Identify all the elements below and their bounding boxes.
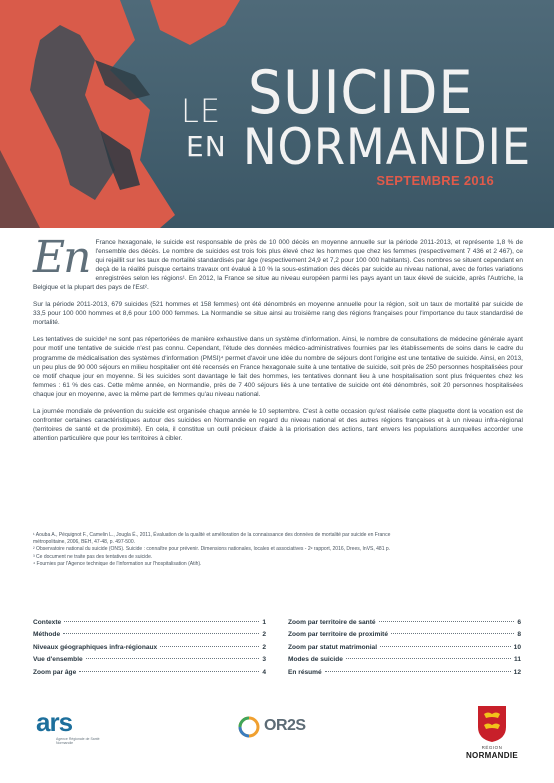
toc-item-en-resume[interactable] <box>288 667 521 679</box>
title-en: EN <box>186 130 227 163</box>
toc-item-niveaux[interactable] <box>33 642 266 654</box>
toc-item-territoire-sante[interactable] <box>288 617 521 629</box>
toc-label: Vue d'ensemble <box>33 656 83 664</box>
ars-logo <box>36 707 106 747</box>
toc-item-modes-suicide[interactable] <box>288 654 521 666</box>
footnote-4: ⁴ Fournies par l'Agence technique de l'information sur l'hospitalisation (Atih). <box>33 560 202 567</box>
toc-page: 3 <box>262 656 266 664</box>
toc-leader <box>64 621 259 622</box>
toc-label: Contexte <box>33 619 62 626</box>
footnote-1: ¹ Aouba A., Péquignot F., Camelin L., Jougla É., 2011, Évaluation de la qualité et amélioration de la connaissance des données de mortalité par suicide en France <box>33 532 391 538</box>
intro-text <box>33 232 523 451</box>
toc-label: Zoom par statut matrimonial <box>288 643 378 651</box>
toc-item-zoom-age[interactable] <box>33 667 266 679</box>
paragraph-3: Les tentatives de suicide³ ne sont pas répertoriées de manière exhaustive dans un système d'information. Ainsi, le nombre de consultations de médecine générale ayant pour motif une tentative de suicide n'est pas connu. Cependant, l'étude des données médico-administratives fournies par les établissements de soins dans le cadre du programme de médicalisation des systèmes d'information (PMSI)⁴ permet d'avoir une idée du nombre de séjours dont l'origine est une tentative de suicide. Ainsi, en 2013, un peu plus de 90 000 séjours en milieu hospitalier ont été recensés en France hexagonale suite à une tentative de suicide, soit près de 250 personnes hospitalisées pour ce motif chaque jour en moyenne. Si les suicides sont davantage le fait des hommes, les tentatives donnant lieu à une hospitalisation sont plus fréquentes chez les femmes : 61 % des cas. Cette même année, en Normandie, près de 7 400 séjours liés à une tentative de suicide ont été dénombrés, soit 20 personnes hospitalisées chaque jour en moyenne, avec la même part de femmes qu'au niveau national. <box>33 336 523 398</box>
toc-leader <box>346 658 511 659</box>
title-le: LE <box>181 92 222 130</box>
footnote-3: ³ Ce document ne traite pas des tentatives de suicide. <box>33 553 153 560</box>
toc-leader <box>63 633 259 634</box>
toc-label: En résumé <box>288 668 322 676</box>
cover-banner <box>0 0 554 228</box>
lions-shield-icon <box>477 705 507 743</box>
toc-item-statut-matrimonial[interactable] <box>288 642 521 654</box>
toc-page: 6 <box>517 619 521 626</box>
publication-date: SEPTEMBRE 2016 <box>376 173 494 188</box>
toc-leader <box>79 671 259 672</box>
toc-label: Zoom par territoire de proximité <box>288 631 389 639</box>
toc-leader <box>391 633 514 634</box>
footnote-2: ² Observatoire national du suicide (ONS). Suicide : connaître pour prévenir. Dimensions nationales, locales et associatives - 2ᵉ rapport, 2016, Drees, InVS, 481 p. <box>33 546 391 553</box>
toc-label: Modes de suicide <box>288 656 343 664</box>
toc-page: 11 <box>514 656 521 664</box>
or2s-emblem-icon <box>236 714 262 740</box>
toc-leader <box>160 646 259 647</box>
ars-logo-subtitle <box>56 737 106 745</box>
toc-leader <box>380 646 511 647</box>
toc-page: 2 <box>262 643 266 651</box>
table-of-contents-right <box>288 617 521 679</box>
region-name: NORMANDIE <box>465 751 519 760</box>
table-of-contents-left <box>33 617 266 679</box>
toc-page: 1 <box>262 619 266 626</box>
region-label: RÉGION <box>481 745 503 750</box>
or2s-logo-text: OR2S <box>264 717 306 734</box>
toc-page: 12 <box>513 668 521 676</box>
paragraph-1-text: France hexagonale, le suicide est responsable de près de 10 000 décès en moyenne annuelle sur la période 2011-2013, et représente 1,8 % de l'ensemble des décès. Le nombre de suicides est trois fois plus élevé chez les hommes que chez les femmes (respectivement 7 436 et 2 467), ce qui rejaillit sur les taux de mortalité standardisés par âge (respectivement 24,9 et 7,2 pour 100 000 habitants). Ces nombres se situent cependant en deçà de la réalité puisque certains travaux ont évalué à 10 % la sous-estimation des décès par suicide au niveau national, avec de fortes variations enregistrées selon les régions¹. En 2012, la France se situe au niveau européen parmi les pays ayant un taux élevé de suicide, après l'Autriche, la Belgique et la plupart des pays de l'Est². <box>33 239 523 292</box>
toc-label: Zoom par âge <box>33 668 77 676</box>
toc-page: 2 <box>262 631 266 639</box>
or2s-logo <box>236 714 326 740</box>
ars-sub-line-2: Normandie <box>56 741 74 745</box>
region-normandie-logo <box>462 703 522 763</box>
ars-logo-text: ars <box>36 707 73 737</box>
toc-label: Niveaux géographiques infra-régionaux <box>33 643 158 651</box>
toc-item-methode[interactable] <box>33 629 266 641</box>
toc-label: Zoom par territoire de santé <box>288 619 376 626</box>
toc-item-vue-ensemble[interactable] <box>33 654 266 666</box>
toc-page: 8 <box>517 631 521 639</box>
toc-item-contexte[interactable] <box>33 617 266 629</box>
paragraph-4: La journée mondiale de prévention du suicide est organisée chaque année le 10 septembre. C'est à cette occasion qu'est réalisée cette plaquette dont la vocation est de confronter certaines caractéristiques autour des suicides en Normandie en regard du niveau national et des autres régions françaises et à un niveau infra-régional (territoires de santé et de proximité). En cela, il constitue un outil précieux d'aide à la priorisation des actions, tant envers les populations auxquelles accorder une attention particulière que pour les territoires à cibler. <box>33 407 523 442</box>
toc-page: 4 <box>262 668 266 676</box>
toc-page: 10 <box>513 643 521 651</box>
ars-sub-line-1: Agence Régionale de Santé <box>56 737 100 741</box>
title-suicide: SUICIDE <box>248 58 474 128</box>
red-shape-upper <box>150 0 240 45</box>
paragraph-2: Sur la période 2011-2013, 679 suicides (521 hommes et 158 femmes) ont été dénombrés en moyenne annuelle pour la région, soit un taux de mortalité par suicide de 33,5 pour 100 000 hommes et 8,6 pour 100 000 femmes. La Normandie se situe ainsi au troisième rang des régions françaises pour l'importance du taux standardisé de mortalité. <box>33 301 523 327</box>
toc-item-territoire-proximite[interactable] <box>288 629 521 641</box>
paragraph-1 <box>33 232 523 292</box>
toc-leader <box>325 671 511 672</box>
footnote-1-cont: métropolitaine, 2006, BEH, 47-48, p. 497-500. <box>33 539 136 546</box>
toc-label: Méthode <box>33 631 61 639</box>
footnotes <box>33 532 523 568</box>
drop-cap: En <box>33 232 90 283</box>
toc-leader <box>86 658 260 659</box>
toc-leader <box>379 621 515 622</box>
title-normandie: NORMANDIE <box>243 118 532 176</box>
